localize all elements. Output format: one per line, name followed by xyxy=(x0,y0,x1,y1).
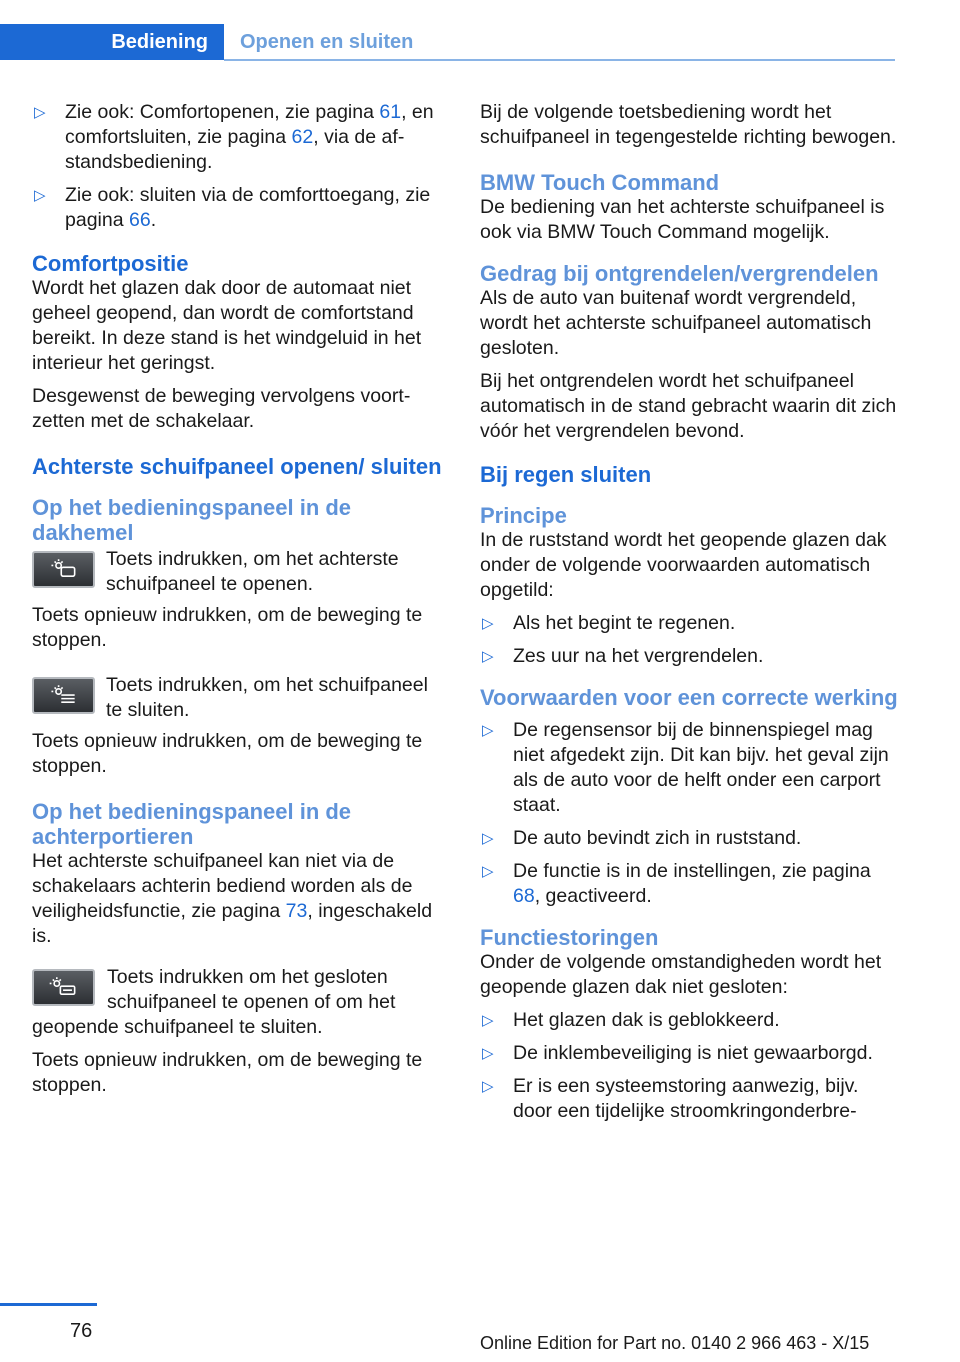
list-text: Zes uur na het vergrendelen. xyxy=(513,645,764,667)
bullet-list xyxy=(480,718,898,909)
paragraph: De bediening van het achterste schuifpaneel is ook via BMW Touch Command mogelijk. xyxy=(480,196,885,243)
subheading-voorwaarden: Voorwaarden voor een correcte werking xyxy=(480,685,898,710)
list-text: , via de afstandsbediening. xyxy=(65,126,405,173)
list-item xyxy=(480,1041,898,1066)
right-column xyxy=(480,100,898,1132)
paragraph-text: , ingeschakeld is. xyxy=(32,900,433,947)
page-link[interactable]: 61 xyxy=(379,101,402,123)
list-text: , geactiveerd. xyxy=(534,885,652,907)
bullet-triangle-icon: ▷ xyxy=(482,1078,494,1095)
list-text: De auto bevindt zich in ruststand. xyxy=(513,827,802,849)
button-description: Toets indrukken om het gesloten schuifpaneel te openen of om het geopende schuifpaneel te sluiten. xyxy=(32,966,396,1038)
bullet-triangle-icon: ▷ xyxy=(482,863,494,880)
header-tabbar xyxy=(0,24,895,62)
button-instruction xyxy=(32,547,442,597)
roof-panel-button-icon xyxy=(32,551,95,588)
paragraph: Als de auto van buitenaf wordt vergrendeld, wordt het achterste schuifpaneel automatisch gesloten. xyxy=(480,287,872,359)
footer-divider xyxy=(0,1303,97,1306)
list-text: Zie ook: Comfortopenen, zie pagina xyxy=(65,101,380,123)
bullet-list xyxy=(32,100,442,233)
paragraph: Bij de volgende toetsbediening wordt het schuifpaneel in tegengestelde richting bewogen. xyxy=(480,101,897,148)
list-item xyxy=(480,859,898,909)
bullet-triangle-icon: ▷ xyxy=(482,830,494,847)
list-item xyxy=(480,718,898,818)
subheading-functiestoringen: Functiestoringen xyxy=(480,925,659,950)
header-divider xyxy=(224,59,895,61)
heading-bij-regen-sluiten: Bij regen sluiten xyxy=(480,462,652,487)
bullet-triangle-icon: ▷ xyxy=(34,104,46,121)
subheading-dakhemel: Op het bedieningspaneel in de dakhemel xyxy=(32,495,352,545)
bullet-list xyxy=(480,611,898,669)
paragraph: Wordt het glazen dak door de automaat niet geheel geopend, dan wordt de comfortstand bereikt. In deze stand is het windgeluid in het interieur het geringst. xyxy=(32,277,422,374)
roof-panel-button-icon xyxy=(32,677,95,714)
list-text: Zie ook: sluiten via de comforttoegang, zie pagina xyxy=(65,184,431,231)
list-item xyxy=(480,1074,898,1124)
list-item xyxy=(32,100,442,175)
button-instruction xyxy=(32,673,442,723)
heading-achterste-schuifpaneel: Achterste schuifpaneel openen/ sluiten xyxy=(32,454,442,479)
paragraph xyxy=(32,849,442,949)
subheading-achterportieren: Op het bedieningspaneel in de achterportieren xyxy=(32,799,352,849)
list-text: De regensensor bij de binnenspiegel mag niet afgedekt zijn. Dit kan bijv. het geval zijn als de auto voor de helft onder een carport staat. xyxy=(513,719,889,816)
list-item xyxy=(32,183,442,233)
list-text: . xyxy=(150,209,157,231)
list-text: Er is een systeemstoring aanwezig, bijv. door een tijdelijke stroomkringonderbre- xyxy=(513,1075,859,1122)
paragraph: Desgewenst de beweging vervolgens voortzetten met de schakelaar. xyxy=(32,385,411,432)
list-text: , en comfortsluiten, zie pagina xyxy=(65,101,434,148)
tab-bediening[interactable]: Bediening xyxy=(0,24,224,60)
paragraph: Bij het ontgrendelen wordt het schuifpaneel automatisch in de stand gebracht waarin dit zich vóór het vergrendelen bevond. xyxy=(480,370,897,442)
bullet-triangle-icon: ▷ xyxy=(482,722,494,739)
roof-panel-button-icon xyxy=(32,969,95,1006)
subheading-gedrag: Gedrag bij ontgrendelen/vergrendelen xyxy=(480,261,879,286)
paragraph: In de ruststand wordt het geopende glazen dak onder de volgende voorwaarden automatisch opgetild: xyxy=(480,529,887,601)
button-description: Toets indrukken, om het schuifpaneel te sluiten. xyxy=(106,674,428,721)
list-text: Als het begint te regenen. xyxy=(513,612,736,634)
bullet-triangle-icon: ▷ xyxy=(482,648,494,665)
list-item xyxy=(480,1008,898,1033)
subheading-touch-command: BMW Touch Command xyxy=(480,170,720,195)
heading-comfortpositie: Comfortpositie xyxy=(32,251,189,276)
list-item xyxy=(480,611,898,636)
bullet-triangle-icon: ▷ xyxy=(482,1045,494,1062)
bullet-list xyxy=(480,1008,898,1124)
left-column xyxy=(32,100,442,1106)
list-text: De functie is in de instellingen, zie pagina xyxy=(513,860,871,882)
list-item xyxy=(480,826,898,851)
page-link[interactable]: 62 xyxy=(291,126,314,148)
subheading-principe: Principe xyxy=(480,503,567,528)
list-text: De inklembeveiliging is niet gewaarborgd. xyxy=(513,1042,873,1064)
paragraph: Toets opnieuw indrukken, om de beweging te stoppen. xyxy=(32,1049,423,1096)
page-link[interactable]: 66 xyxy=(128,209,151,231)
tab-openen-en-sluiten[interactable]: Openen en sluiten xyxy=(240,30,414,53)
button-instruction xyxy=(32,965,442,1040)
bullet-triangle-icon: ▷ xyxy=(482,1012,494,1029)
button-description: Toets indrukken, om het achterste schuifpaneel te openen. xyxy=(106,548,399,595)
bullet-triangle-icon: ▷ xyxy=(34,187,46,204)
page-link[interactable]: 68 xyxy=(513,885,535,907)
paragraph: Toets opnieuw indrukken, om de beweging te stoppen. xyxy=(32,604,423,651)
bullet-triangle-icon: ▷ xyxy=(482,615,494,632)
edition-text: Online Edition for Part no. 0140 2 966 463 - X/15 xyxy=(480,1333,870,1353)
list-item xyxy=(480,644,898,669)
page-number: 76 xyxy=(70,1320,93,1342)
paragraph: Onder de volgende omstandigheden wordt het geopende glazen dak niet gesloten: xyxy=(480,951,882,998)
paragraph: Toets opnieuw indrukken, om de beweging te stoppen. xyxy=(32,730,423,777)
paragraph-text: Het achterste schuifpaneel kan niet via de schakelaars achterin bediend worden als de veiligheidsfunctie, zie pagina xyxy=(32,850,413,922)
list-text: Het glazen dak is geblokkeerd. xyxy=(513,1009,780,1031)
page-link[interactable]: 73 xyxy=(285,900,308,922)
